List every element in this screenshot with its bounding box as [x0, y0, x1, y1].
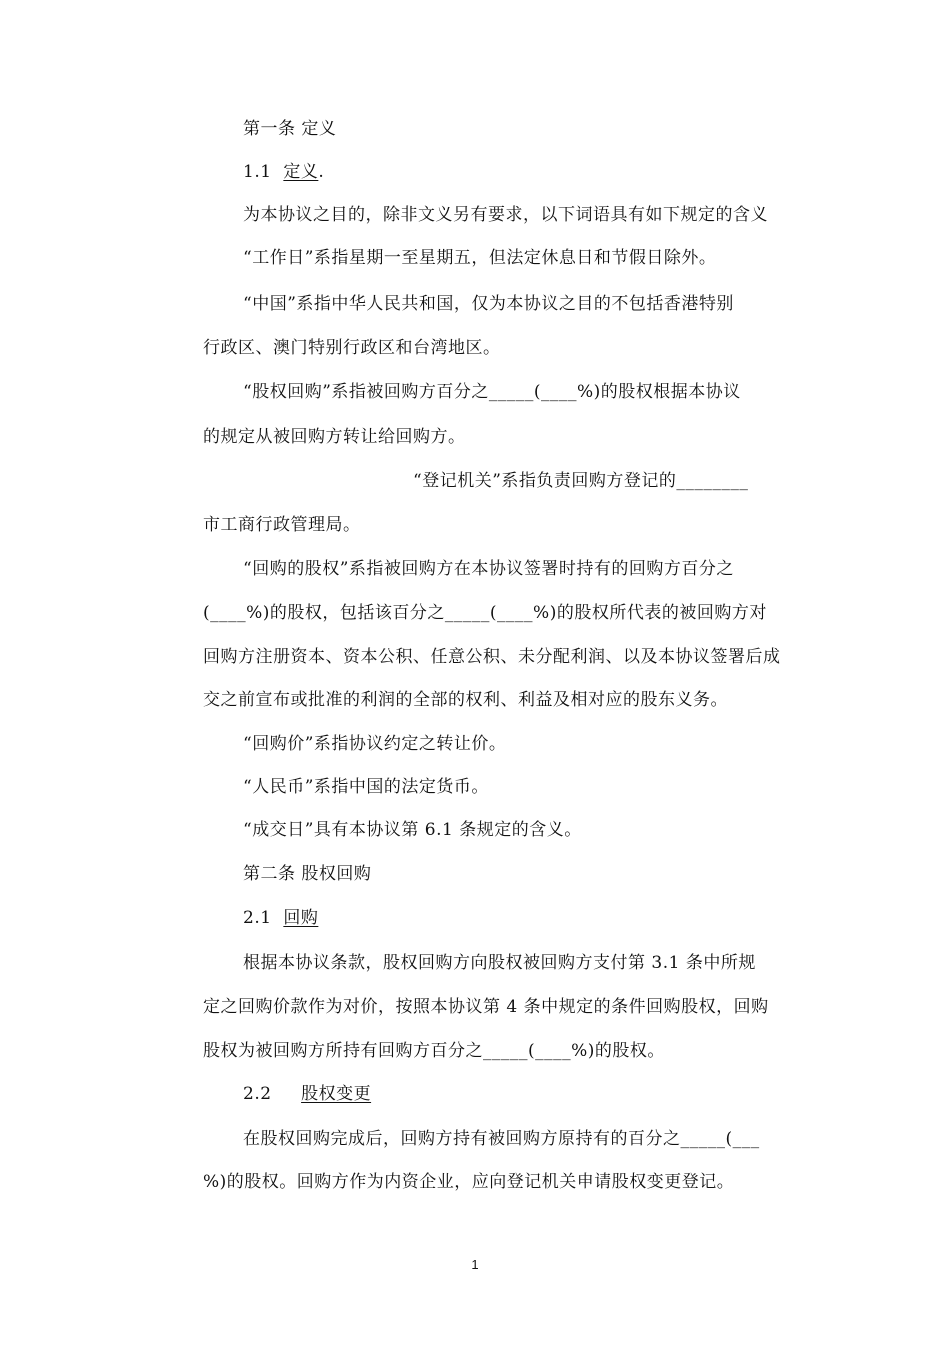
section-1-1-heading — [243, 160, 324, 184]
section-2-1-line-1: 根据本协议条款，股权回购方向股权被回购方支付第 3.1 条中所规 — [243, 953, 756, 973]
definition-closing-date: “成交日”具有本协议第 6.1 条规定的含义。 — [243, 820, 582, 840]
definition-equity-line-2: (____%)的股权，包括该百分之_____(____%)的股权所代表的被回购方对 — [203, 603, 767, 623]
section-2-1-line-3: 股权为被回购方所持有回购方百分之_____(____%)的股权。 — [203, 1041, 665, 1061]
definition-china-line-1: “中国”系指中华人民共和国，仅为本协议之目的不包括香港特别 — [243, 294, 734, 314]
definition-equity-line-1: “回购的股权”系指被回购方在本协议签署时持有的回购方百分之 — [243, 559, 734, 579]
article-2-title: 第二条 股权回购 — [243, 864, 372, 884]
definition-buyback-line-2: 的规定从被回购方转让给回购方。 — [203, 427, 466, 447]
section-2-2-line-1: 在股权回购完成后，回购方持有被回购方原持有的百分之_____(___ — [243, 1129, 760, 1149]
page-number: 1 — [471, 1257, 479, 1272]
article-1-title: 第一条 定义 — [243, 119, 337, 139]
definition-buyback-line-1: “股权回购”系指被回购方百分之_____(____%)的股权根据本协议 — [243, 382, 741, 402]
definition-rmb: “人民币”系指中国的法定货币。 — [243, 777, 489, 797]
definition-equity-line-3: 回购方注册资本、资本公积、任意公积、未分配利润、以及本协议签署后成 — [203, 647, 781, 667]
definition-equity-line-4: 交之前宣布或批准的利润的全部的权利、利益及相对应的股东义务。 — [203, 690, 728, 710]
definition-workday: “工作日”系指星期一至星期五，但法定休息日和节假日除外。 — [243, 248, 717, 268]
definition-registrar-line-1: “登记机关”系指负责回购方登记的________ — [413, 471, 749, 491]
section-2-1-line-2: 定之回购价款作为对价，按照本协议第 4 条中规定的条件回购股权，回购 — [203, 997, 769, 1017]
definition-registrar-line-2: 市工商行政管理局。 — [203, 515, 361, 535]
section-number: 1.1 — [243, 162, 272, 182]
section-2-2-line-2: %)的股权。回购方作为内资企业，应向登记机关申请股权变更登记。 — [203, 1172, 735, 1192]
section-number: 2.1 — [243, 908, 272, 928]
definition-price: “回购价”系指协议约定之转让价。 — [243, 734, 507, 754]
section-2-1-heading — [243, 906, 318, 930]
section-number: 2.2 — [243, 1084, 272, 1104]
definition-china-line-2: 行政区、澳门特别行政区和台湾地区。 — [203, 338, 501, 358]
definitions-intro: 为本协议之目的，除非文义另有要求，以下词语具有如下规定的含义 — [243, 205, 768, 225]
heading-period: . — [318, 162, 325, 182]
section-title: 定义 — [283, 162, 319, 182]
section-title: 回购 — [283, 908, 319, 928]
section-2-2-heading — [243, 1082, 371, 1106]
section-title: 股权变更 — [301, 1084, 372, 1104]
